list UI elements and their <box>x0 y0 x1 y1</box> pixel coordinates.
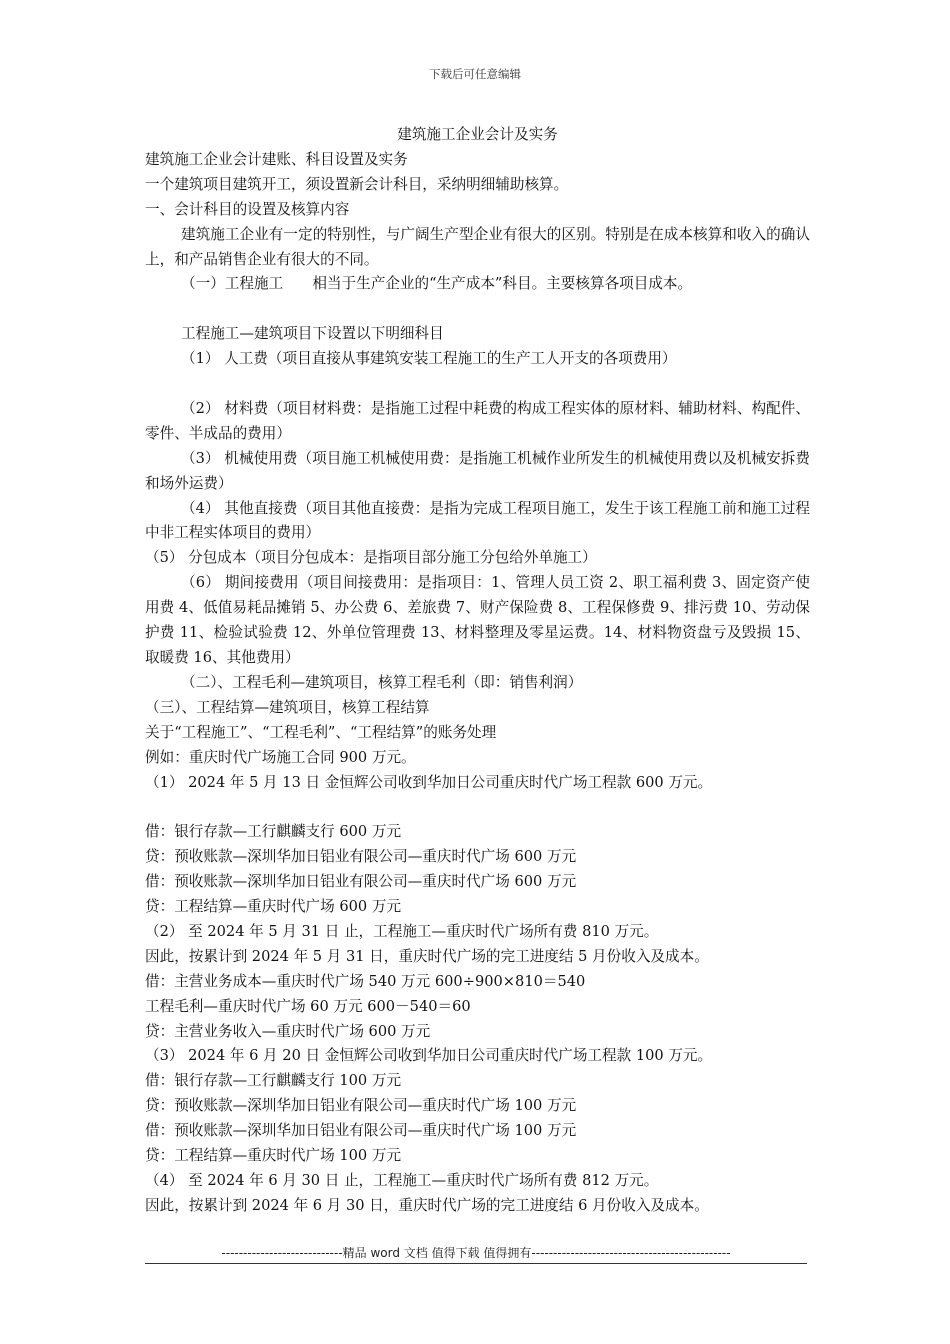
text-line: 建筑施工企业会计建账、科目设置及实务 <box>145 150 408 168</box>
paragraph: （4） 其他直接费（项目其他直接费：是指为完成工程项目施工，发生于该工程施工前和施工过程中非工程实体项目的费用） <box>145 499 810 542</box>
text-line: 贷：工程结算—重庆时代广场 600 万元 <box>145 898 402 916</box>
text-line: 工程毛利—重庆时代广场 60 万元 600－540＝60 <box>145 997 471 1015</box>
text-line: 贷：预收账款—深圳华加日铝业有限公司—重庆时代广场 100 万元 <box>145 1097 577 1115</box>
page-header: 下载后可任意编辑 <box>429 67 521 81</box>
paragraph: （6） 期间接费用（项目间接费用：是指项目：1、管理人员工资 2、职工福利费 3、固定资产使用费 4、低值易耗品摊销 5、办公费 6、差旅费 7、财产保险费 8、工程保修费 9、排污费 10、劳动保护费 11、检验试验费 12、外单位管理费 13、材料整理及零星运费。14、材料物资盘亏及毁损 15、取暖费 16、其他费用） <box>145 574 810 666</box>
footer-rule <box>145 1263 807 1264</box>
text-line: 一、会计科目的设置及核算内容 <box>145 200 350 218</box>
text-line: 贷：工程结算—重庆时代广场 100 万元 <box>145 1147 402 1165</box>
blank-line <box>145 372 810 397</box>
document-body <box>145 123 810 1219</box>
blank-line <box>145 297 810 322</box>
text-line: （三）、工程结算—建筑项目，核算工程结算 <box>145 698 430 716</box>
indented-line: （一）工程施工 相当于生产企业的“生产成本”科目。主要核算各项目成本。 <box>181 275 693 293</box>
page-footer: ----------------------------精品 word 文档 值得下载 值得拥有---------------------------------------------- <box>221 1246 731 1260</box>
text-line: 贷：主营业务收入—重庆时代广场 600 万元 <box>145 1022 431 1040</box>
indented-line: 工程施工—建筑项目下设置以下明细科目 <box>181 325 444 343</box>
text-line: 借：预收账款—深圳华加日铝业有限公司—重庆时代广场 600 万元 <box>145 873 577 891</box>
text-line: （2） 至 2024 年 5 月 31 日 止，工程施工—重庆时代广场所有费 810 万元。 <box>145 922 659 940</box>
document-lines <box>145 148 810 1219</box>
text-line: 贷：预收账款—深圳华加日铝业有限公司—重庆时代广场 600 万元 <box>145 848 577 866</box>
text-line: 借：预收账款—深圳华加日铝业有限公司—重庆时代广场 100 万元 <box>145 1122 577 1140</box>
paragraph: 建筑施工企业有一定的特别性，与广阔生产型企业有很大的区别。特别是在成本核算和收入的确认上，和产品销售企业有很大的不同。 <box>145 225 810 268</box>
text-line: 借：银行存款—工行麒麟支行 100 万元 <box>145 1072 402 1090</box>
text-line: （1） 2024 年 5 月 13 日 金恒辉公司收到华加日公司重庆时代广场工程款 600 万元。 <box>145 773 713 791</box>
document-title: 建筑施工企业会计及实务 <box>397 126 558 143</box>
paragraph: （3） 机械使用费（项目施工机械使用费：是指施工机械作业所发生的机械使用费以及机械安拆费和场外运费） <box>145 449 810 492</box>
text-line: 借：银行存款—工行麒麟支行 600 万元 <box>145 823 402 841</box>
indented-line: （二）、工程毛利—建筑项目，核算工程毛利（即：销售利润） <box>181 673 583 691</box>
indented-line: （1） 人工费（项目直接从事建筑安装工程施工的生产工人开支的各项费用） <box>181 350 677 368</box>
blank-line <box>145 795 810 820</box>
text-line: 关于“工程施工”、“工程毛利”、“工程结算”的账务处理 <box>145 723 497 741</box>
text-line: （3） 2024 年 6 月 20 日 金恒辉公司收到华加日公司重庆时代广场工程款 100 万元。 <box>145 1047 713 1065</box>
text-line: 例如：重庆时代广场施工合同 900 万元。 <box>145 748 416 766</box>
text-line: 一个建筑项目建筑开工，须设置新会计科目，采纳明细辅助核算。 <box>145 175 569 193</box>
text-line: （4） 至 2024 年 6 月 30 日 止，工程施工—重庆时代广场所有费 812 万元。 <box>145 1172 659 1190</box>
text-line: （5） 分包成本（项目分包成本：是指项目部分施工分包给外单施工） <box>145 549 597 567</box>
paragraph: （2） 材料费（项目材料费：是指施工过程中耗费的构成工程实体的原材料、辅助材料、构配件、零件、半成品的费用） <box>145 399 810 442</box>
text-line: 因此，按累计到 2024 年 6 月 30 日，重庆时代广场的完工进度结 6 月份收入及成本。 <box>145 1196 709 1214</box>
text-line: 因此，按累计到 2024 年 5 月 31 日，重庆时代广场的完工进度结 5 月份收入及成本。 <box>145 947 709 965</box>
text-line: 借：主营业务成本—重庆时代广场 540 万元 600÷900×810＝540 <box>145 972 586 990</box>
